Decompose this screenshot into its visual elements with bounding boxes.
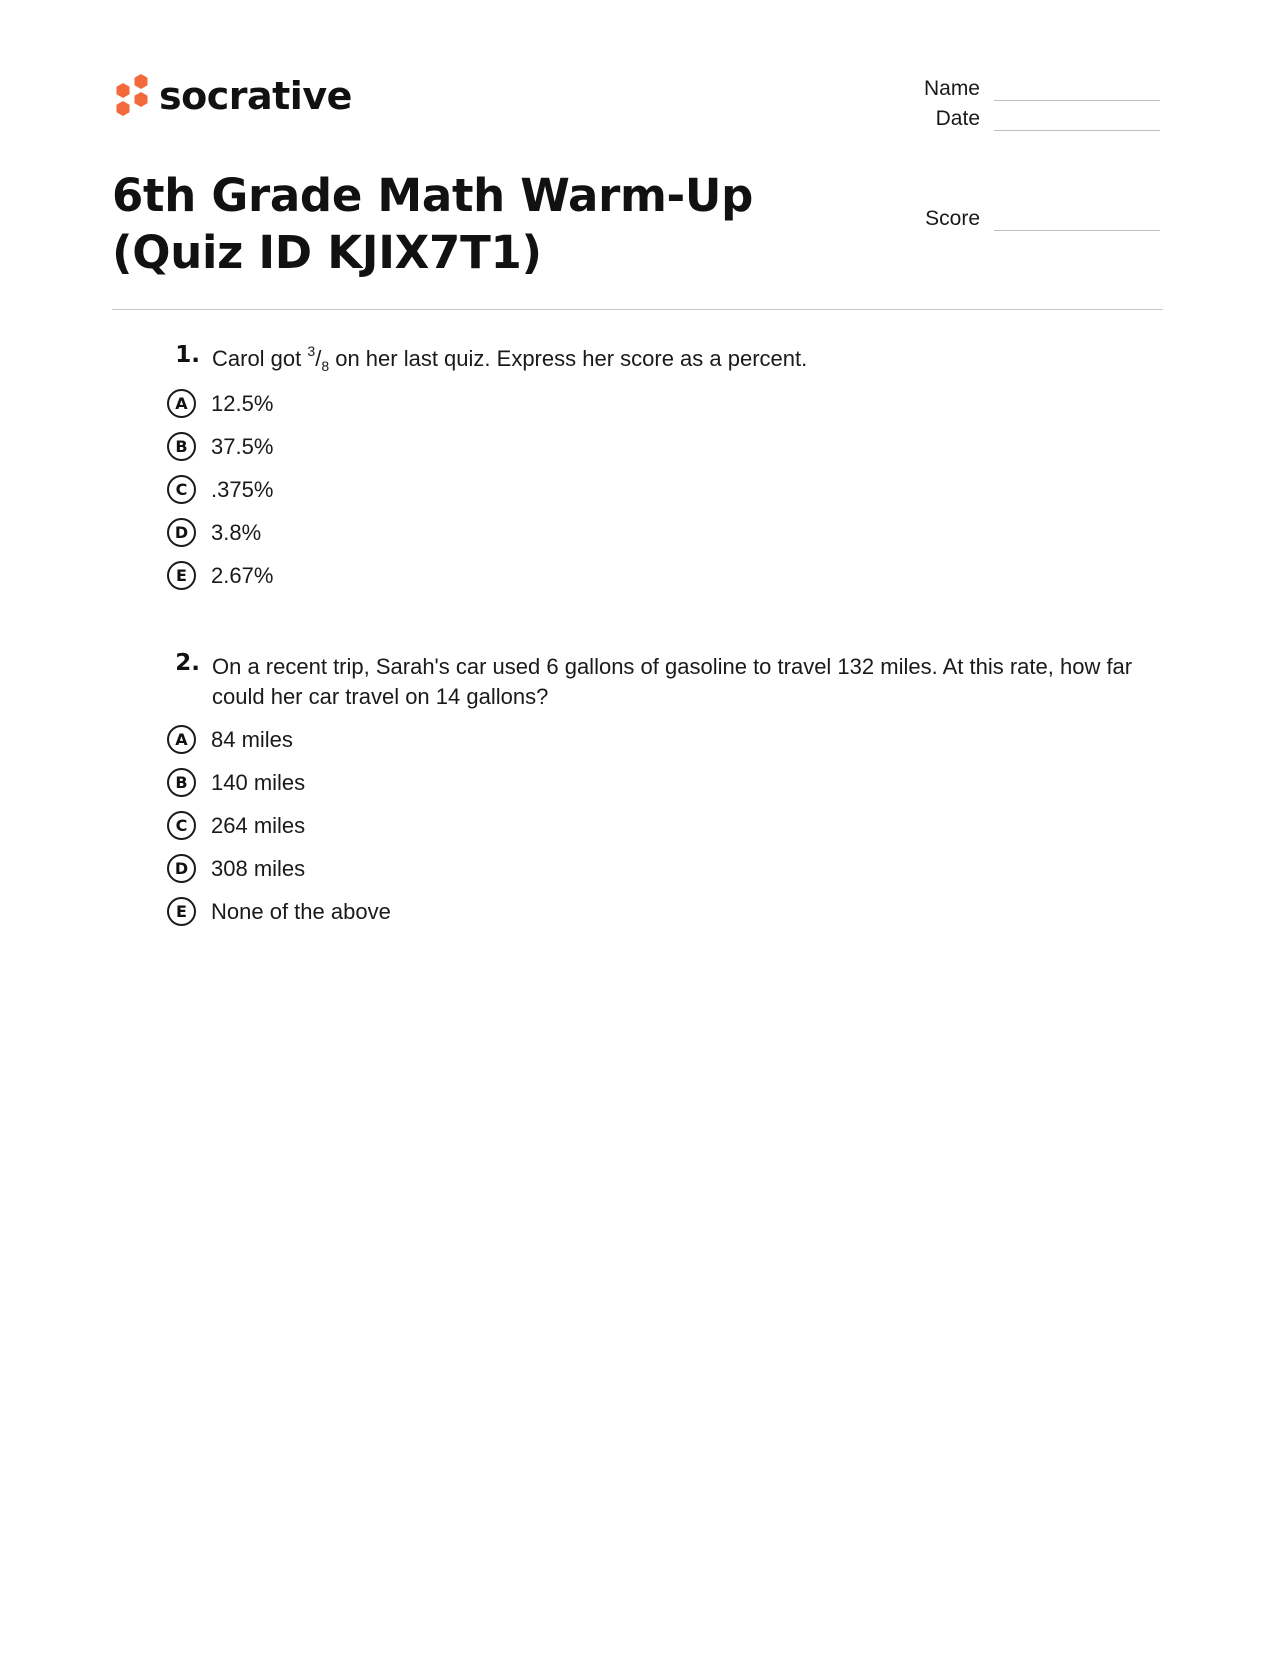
answer-choice[interactable] — [167, 847, 1275, 890]
choice-text: 308 miles — [211, 855, 306, 881]
choice-text: 84 miles — [211, 726, 293, 752]
answer-choice[interactable] — [167, 890, 1275, 933]
choice-text: 37.5% — [211, 433, 274, 459]
answer-choice[interactable] — [167, 425, 1275, 468]
choice-bubble-b[interactable]: B — [167, 768, 196, 797]
fraction-denominator: 8 — [321, 358, 330, 374]
answer-choice[interactable] — [167, 761, 1275, 804]
answer-choices — [0, 382, 1275, 597]
question-text — [212, 344, 1142, 376]
header-divider — [112, 309, 1163, 310]
question-text-after: on her last quiz. Express her score as a percent. — [329, 346, 808, 371]
choice-bubble-c[interactable]: C — [167, 811, 196, 840]
date-line — [994, 110, 1160, 131]
choice-bubble-a[interactable]: A — [167, 725, 196, 754]
question-header — [160, 344, 1275, 376]
socrative-logo — [112, 72, 352, 124]
question-text: On a recent trip, Sarah's car used 6 gallons of gasoline to travel 132 miles. At this rate, how far could her car travel on 14 gallons? — [212, 654, 1133, 709]
answer-choices — [0, 718, 1275, 933]
name-label: Name — [923, 77, 980, 100]
choice-text: 264 miles — [211, 812, 306, 838]
question-2 — [0, 652, 1275, 933]
answer-choice[interactable] — [167, 718, 1275, 761]
brand-name: socrative — [159, 74, 352, 118]
choice-text: 140 miles — [211, 769, 306, 795]
choice-text: 3.8% — [211, 519, 262, 545]
name-field — [860, 77, 1160, 101]
answer-choice[interactable] — [167, 382, 1275, 425]
choice-bubble-d[interactable]: D — [167, 518, 196, 547]
socrative-hexagon-icon — [112, 73, 150, 123]
choice-bubble-a[interactable]: A — [167, 389, 196, 418]
question-number: 1. — [175, 342, 200, 368]
question-1 — [0, 344, 1275, 597]
choice-bubble-e[interactable]: E — [167, 561, 196, 590]
date-label: Date — [935, 107, 980, 130]
date-field — [860, 107, 1160, 131]
page-title: 6th Grade Math Warm-Up (Quiz ID KJIX7T1) — [112, 169, 754, 279]
question-header — [160, 652, 1275, 712]
fraction-numerator: 3 — [307, 343, 316, 359]
answer-choice[interactable] — [167, 554, 1275, 597]
answer-choice[interactable] — [167, 804, 1275, 847]
choice-text: .375% — [211, 476, 274, 502]
question-text-before: Carol got — [212, 346, 308, 371]
score-label: Score — [925, 207, 980, 230]
choice-text: 12.5% — [211, 390, 274, 416]
question-number: 2. — [175, 650, 200, 676]
choice-bubble-e[interactable]: E — [167, 897, 196, 926]
choice-bubble-c[interactable]: C — [167, 475, 196, 504]
choice-text: None of the above — [211, 898, 391, 924]
choice-bubble-b[interactable]: B — [167, 432, 196, 461]
score-line — [994, 210, 1160, 231]
answer-choice[interactable] — [167, 511, 1275, 554]
answer-choice[interactable] — [167, 468, 1275, 511]
score-field — [860, 207, 1160, 231]
choice-bubble-d[interactable]: D — [167, 854, 196, 883]
name-line — [994, 80, 1160, 101]
fraction-slash: / — [315, 346, 322, 371]
choice-text: 2.67% — [211, 562, 274, 588]
